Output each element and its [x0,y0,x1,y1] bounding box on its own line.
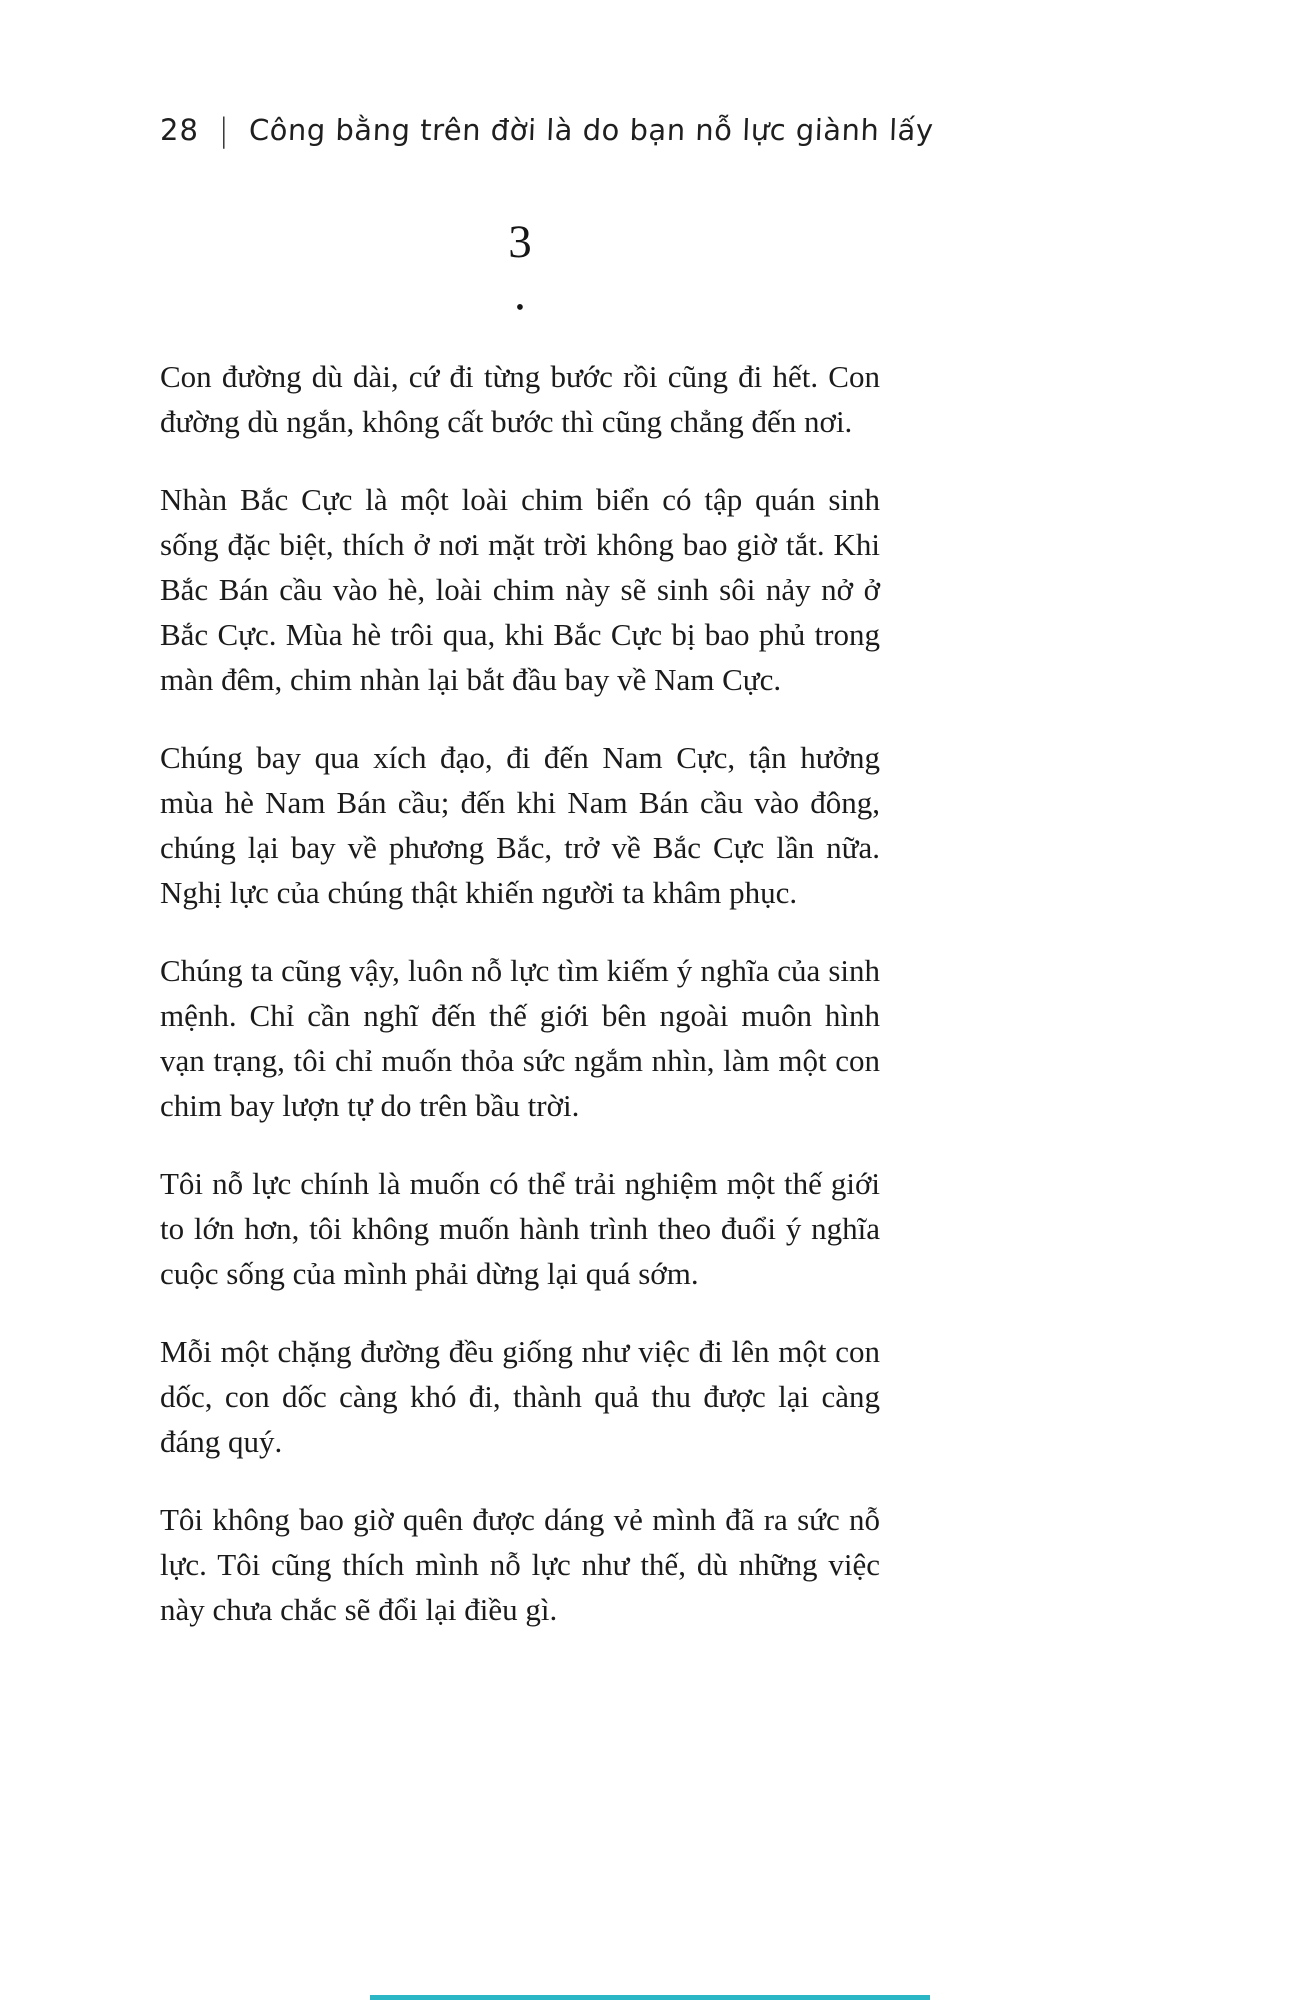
running-title: Công bằng trên đời là do bạn nỗ lực giành lấy [248,113,934,147]
paragraph: Mỗi một chặng đường đều giống như việc đi lên một con dốc, con dốc càng khó đi, thành quả thu được lại càng đáng quý. [160,1334,880,1459]
paragraph: Chúng ta cũng vậy, luôn nỗ lực tìm kiếm ý nghĩa của sinh mệnh. Chỉ cần nghĩ đến thế giới bên ngoài muôn hình vạn trạng, tôi chỉ muốn thỏa sức ngắm nhìn, làm một con chim bay lượn tự do trên bầu trời. [160,953,880,1123]
page-number: 28 [160,113,199,147]
body-text [160,354,880,1632]
paragraph: Chúng bay qua xích đạo, đi đến Nam Cực, tận hưởng mùa hè Nam Bán cầu; đến khi Nam Bán cầu vào đông, chúng lại bay về phương Bắc, trở về Bắc Cực lần nữa. Nghị lực của chúng thật khiến người ta khâm phục. [160,740,880,910]
accent-underline [370,1995,930,2000]
paragraph: Tôi nỗ lực chính là muốn có thể trải nghiệm một thế giới to lớn hơn, tôi không muốn hành trình theo đuổi ý nghĩa cuộc sống của mình phải dừng lại quá sớm. [160,1166,880,1291]
chapter-number: 3 [508,216,532,268]
section-ornament-dot: • [515,295,525,321]
paragraph: Tôi không bao giờ quên được dáng vẻ mình đã ra sức nỗ lực. Tôi cũng thích mình nỗ lực như thế, dù những việc này chưa chắc sẽ đổi lại điều gì. [160,1502,880,1627]
paragraph: Nhàn Bắc Cực là một loài chim biển có tập quán sinh sống đặc biệt, thích ở nơi mặt trời không bao giờ tắt. Khi Bắc Bán cầu vào hè, loài chim này sẽ sinh sôi nảy nở ở Bắc Cực. Mùa hè trôi qua, khi Bắc Cực bị bao phủ trong màn đêm, chim nhàn lại bắt đầu bay về Nam Cực. [160,482,880,697]
page-header [160,0,934,152]
page-content [160,0,934,1632]
header-separator: | [218,111,229,149]
paragraph: Con đường dù dài, cứ đi từng bước rồi cũng đi hết. Con đường dù ngắn, không cất bước thì cũng chẳng đến nơi. [160,359,880,439]
